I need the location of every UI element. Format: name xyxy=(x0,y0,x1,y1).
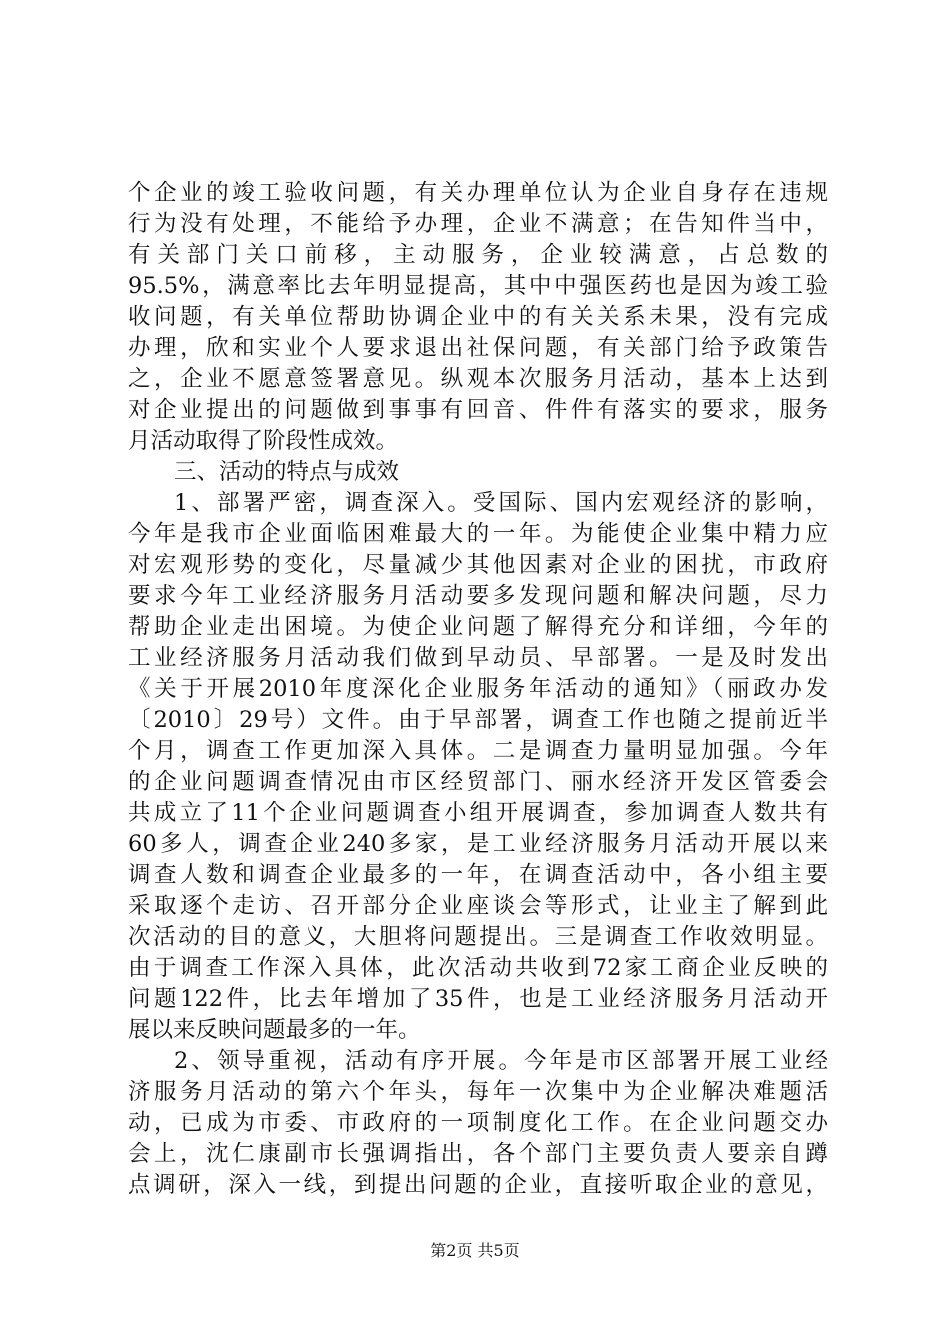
paragraph-start: 2、领导重视，活动有序开展。今年是市区部署开展工业经 xyxy=(174,1048,828,1074)
text-line: 个月，调查工作更加深入具体。二是调查力量明显加强。今年 xyxy=(128,738,828,764)
text-line: 采取逐个走访、召开部分企业座谈会等形式，让业主了解到此 xyxy=(128,893,828,919)
text-line: 个企业的竣工验收问题，有关办理单位认为企业自身存在违规 xyxy=(128,180,828,206)
text-line: 共成立了11个企业问题调查小组开展调查，参加调查人数共有 xyxy=(128,800,828,826)
text-line: 展以来反映问题最多的一年。 xyxy=(128,1017,421,1043)
text-line: 今年是我市企业面临困难最大的一年。为能使企业集中精力应 xyxy=(128,521,828,547)
text-line: 由于调查工作深入具体，此次活动共收到72家工商企业反映的 xyxy=(128,955,828,981)
text-line: 之，企业不愿意签署意见。纵观本次服务月活动，基本上达到 xyxy=(128,366,828,392)
text-line: 动，已成为市委、市政府的一项制度化工作。在企业问题交办 xyxy=(128,1110,828,1136)
text-line: 月活动取得了阶段性成效。 xyxy=(128,428,399,454)
text-line: 工业经济服务月活动我们做到早动员、早部署。一是及时发出 xyxy=(128,645,828,671)
text-line: 60多人，调查企业240多家，是工业经济服务月活动开展以来 xyxy=(128,831,828,857)
text-line: 办理，欣和实业个人要求退出社保问题，有关部门给予政策告 xyxy=(128,335,828,361)
text-line: 收问题，有关单位帮助协调企业中的有关关系未果，没有完成 xyxy=(128,304,828,330)
text-line: 对宏观形势的变化，尽量减少其他因素对企业的困扰，市政府 xyxy=(128,552,828,578)
text-line: 次活动的目的意义，大胆将问题提出。三是调查工作收效明显。 xyxy=(128,924,828,950)
text-line: 的企业问题调查情况由市区经贸部门、丽水经济开发区管委会 xyxy=(128,769,828,795)
text-line: 要求今年工业经济服务月活动要多发现问题和解决问题，尽力 xyxy=(128,583,828,609)
section-heading: 三、活动的特点与成效 xyxy=(174,459,400,485)
text-line: 行为没有处理，不能给予办理，企业不满意；在告知件当中， xyxy=(128,211,828,237)
text-line: 帮助企业走出困境。为使企业问题了解得充分和详细，今年的 xyxy=(128,614,828,640)
paragraph-start: 1、部署严密，调查深入。受国际、国内宏观经济的影响， xyxy=(174,490,828,516)
page-footer: 第2页 共5页 xyxy=(430,1241,520,1260)
text-line: 调查人数和调查企业最多的一年，在调查活动中，各小组主要 xyxy=(128,862,828,888)
text-line: 问题122件，比去年增加了35件，也是工业经济服务月活动开 xyxy=(128,986,828,1012)
text-line: 〔2010〕29号）文件。由于早部署，调查工作也随之提前近半 xyxy=(128,707,828,733)
text-line: 95.5%，满意率比去年明显提高，其中中强医药也是因为竣工验 xyxy=(128,273,828,299)
text-line: 济服务月活动的第六个年头，每年一次集中为企业解决难题活 xyxy=(128,1079,828,1105)
text-line: 点调研，深入一线，到提出问题的企业，直接听取企业的意见， xyxy=(128,1172,828,1198)
text-line: 对企业提出的问题做到事事有回音、件件有落实的要求，服务 xyxy=(128,397,828,423)
text-line: 有关部门关口前移，主动服务，企业较满意，占总数的 xyxy=(128,242,828,268)
text-line: 会上，沈仁康副市长强调指出，各个部门主要负责人要亲自蹲 xyxy=(128,1141,828,1167)
text-line: 《关于开展2010年度深化企业服务年活动的通知》（丽政办发 xyxy=(128,676,828,702)
